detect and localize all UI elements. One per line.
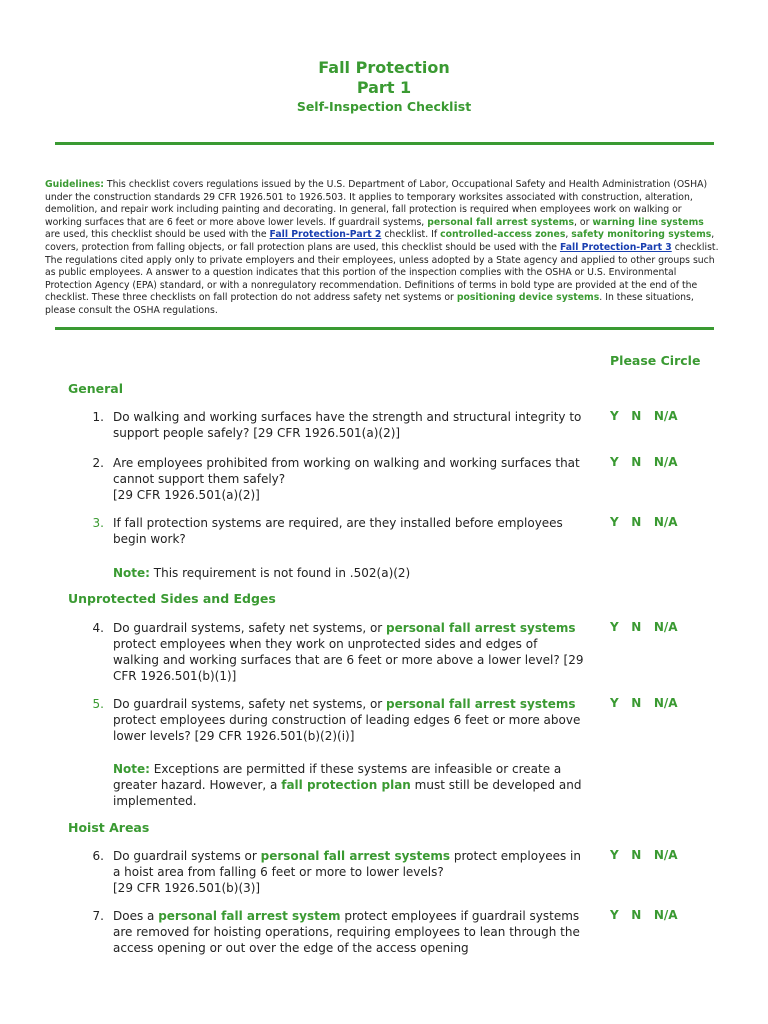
term-personal-fall-arrest[interactable]: personal fall arrest systems: [427, 216, 575, 228]
note-text: This requirement is not found in .502(a)(2): [149, 566, 411, 580]
question-number: 5.: [92, 697, 104, 711]
question-7: [86, 908, 586, 956]
answer-yes[interactable]: Y: [610, 515, 619, 529]
guidelines-paragraph: [45, 179, 721, 318]
answer-no[interactable]: N: [631, 455, 642, 469]
guidelines-text: , covers, protection from falling objects, or fall protection plans are used, this checklist should be used with the: [45, 229, 715, 253]
answer-yes[interactable]: Y: [610, 696, 619, 710]
section-unprotected-sides: Unprotected Sides and Edges: [68, 591, 276, 606]
please-circle-header: Please Circle: [610, 353, 701, 368]
guidelines-text: are used, this checklist should be used with the: [45, 229, 270, 241]
answer-options-2: [610, 455, 678, 469]
note-text: must still be developed and implemented.: [113, 778, 582, 808]
answer-options-1: [610, 409, 678, 423]
question-number: 4.: [92, 621, 104, 635]
answer-na[interactable]: N/A: [653, 409, 678, 423]
answer-yes[interactable]: Y: [610, 908, 619, 922]
answer-options-7: [610, 908, 678, 922]
page-subtitle: Self-Inspection Checklist: [296, 99, 472, 114]
question-citation: [29 CFR 1926.501(b)(3)]: [113, 881, 261, 895]
question-text: Do walking and working surfaces have the strength and structural integrity to support people safely? [29 CFR 1926.501(a)(2)]: [113, 410, 582, 440]
page-header: [0, 58, 768, 116]
note-1: [113, 565, 583, 581]
guidelines-text: checklist. The regulations cited apply only to private employers and their employees, unless adopted by a State agency and applied to other groups such as public employees. A answer to a question indicates that this portion of the inspection complies with the OSHA or U.S. Environmental Protection Agency (EPA) standard, or with a nonregulatory recommendation. Definitions of terms in bold type are provided at the end of the checklist. These three checklists on fall protection do not address safety net systems or: [45, 241, 719, 304]
guidelines-text: , or: [574, 216, 593, 228]
answer-no[interactable]: N: [631, 848, 642, 862]
answer-na[interactable]: N/A: [653, 696, 678, 710]
question-text: Do guardrail systems, safety net systems, or: [113, 697, 387, 711]
note-label: Note:: [113, 566, 150, 580]
term-personal-fall-arrest[interactable]: personal fall arrest systems: [386, 621, 576, 635]
answer-na[interactable]: N/A: [653, 908, 678, 922]
question-3: [86, 515, 586, 547]
question-text: If fall protection systems are required, are they installed before employees begin work?: [113, 516, 563, 546]
question-5: [86, 696, 586, 744]
question-number: 6.: [92, 849, 104, 863]
answer-na[interactable]: N/A: [653, 848, 678, 862]
answer-options-3: [610, 515, 678, 529]
note-label: Note:: [113, 762, 150, 776]
question-text: Does a: [113, 909, 159, 923]
link-fall-protection-part-3[interactable]: Fall Protection-Part 3: [559, 241, 672, 253]
answer-na[interactable]: N/A: [653, 515, 678, 529]
guidelines-text: . In these situations, please consult the OSHA regulations.: [45, 292, 694, 316]
answer-no[interactable]: N: [631, 409, 642, 423]
answer-na[interactable]: N/A: [653, 620, 678, 634]
answer-no[interactable]: N: [631, 696, 642, 710]
question-number: 3.: [92, 516, 104, 530]
question-4: [86, 620, 586, 684]
guidelines-text: ,: [565, 229, 572, 241]
question-text: protect employees during construction of leading edges 6 feet or more above lower levels? [29 CFR 1926.501(b)(2)(i)]: [113, 713, 581, 743]
question-text: protect employees in a hoist area from falling 6 feet or more to lower levels?: [113, 849, 581, 879]
question-number: 2.: [92, 456, 104, 470]
question-number: 7.: [92, 909, 104, 923]
answer-options-5: [610, 696, 678, 710]
bottom-divider: [55, 327, 714, 330]
note-text: Exceptions are permitted if these systems are infeasible or create a greater hazard. However, a: [113, 762, 562, 792]
guidelines-text: This checklist covers regulations issued by the U.S. Department of Labor, Occupational Safety and Health Administration (OSHA) under the construction standards 29 CFR 1926.501 to 1926.503. It applies to temporary worksites associated with construction, alteration, demolition, and repair work including painting and decorating. In general, fall protection is required when employees work on walking or working surfaces that are 6 feet or more above lower levels. If guardrail systems,: [45, 179, 708, 228]
question-number: 1.: [92, 410, 104, 424]
answer-yes[interactable]: Y: [610, 848, 619, 862]
answer-no[interactable]: N: [631, 620, 642, 634]
term-fall-protection-plan[interactable]: fall protection plan: [281, 778, 411, 792]
question-text: Do guardrail systems or: [113, 849, 261, 863]
question-2: [86, 455, 586, 503]
question-1: [86, 409, 586, 441]
answer-yes[interactable]: Y: [610, 455, 619, 469]
term-personal-fall-arrest[interactable]: personal fall arrest systems: [386, 697, 576, 711]
answer-yes[interactable]: Y: [610, 620, 619, 634]
term-personal-fall-arrest[interactable]: personal fall arrest systems: [260, 849, 451, 863]
answer-no[interactable]: N: [631, 515, 642, 529]
page-part: Part 1: [356, 78, 412, 97]
question-text: Do guardrail systems, safety net systems, or: [113, 621, 387, 635]
answer-yes[interactable]: Y: [610, 409, 619, 423]
answer-options-6: [610, 848, 678, 862]
term-positioning-device[interactable]: positioning device systems: [456, 292, 600, 304]
term-personal-fall-arrest[interactable]: personal fall arrest system: [158, 909, 341, 923]
answer-no[interactable]: N: [631, 908, 642, 922]
section-hoist-areas: Hoist Areas: [68, 820, 150, 835]
question-text: protect employees when they work on unprotected sides and edges of walking and working surfaces that are 6 feet or more above a lower level? [29 CFR 1926.501(b)(1)]: [113, 637, 584, 683]
question-text: protect employees if guardrail systems are removed for hoisting operations, requiring employees to lean through the access opening or out over the edge of the access opening: [113, 909, 580, 955]
question-6: [86, 848, 586, 896]
term-controlled-access-zones[interactable]: controlled-access zones: [440, 229, 566, 241]
question-citation: [29 CFR 1926.501(a)(2)]: [113, 488, 260, 502]
question-text: Are employees prohibited from working on walking and working surfaces that cannot support them safely?: [113, 456, 580, 486]
section-general: General: [68, 381, 123, 396]
guidelines-label: Guidelines:: [45, 179, 104, 190]
page-title: Fall Protection: [318, 58, 450, 77]
answer-options-4: [610, 620, 678, 634]
term-warning-line[interactable]: warning line systems: [592, 216, 704, 228]
note-2: [113, 761, 583, 809]
guidelines-text: checklist. If: [381, 229, 441, 241]
link-fall-protection-part-2[interactable]: Fall Protection-Part 2: [269, 229, 382, 241]
top-divider: [55, 142, 714, 145]
answer-na[interactable]: N/A: [653, 455, 678, 469]
term-safety-monitoring[interactable]: safety monitoring systems: [571, 229, 712, 241]
